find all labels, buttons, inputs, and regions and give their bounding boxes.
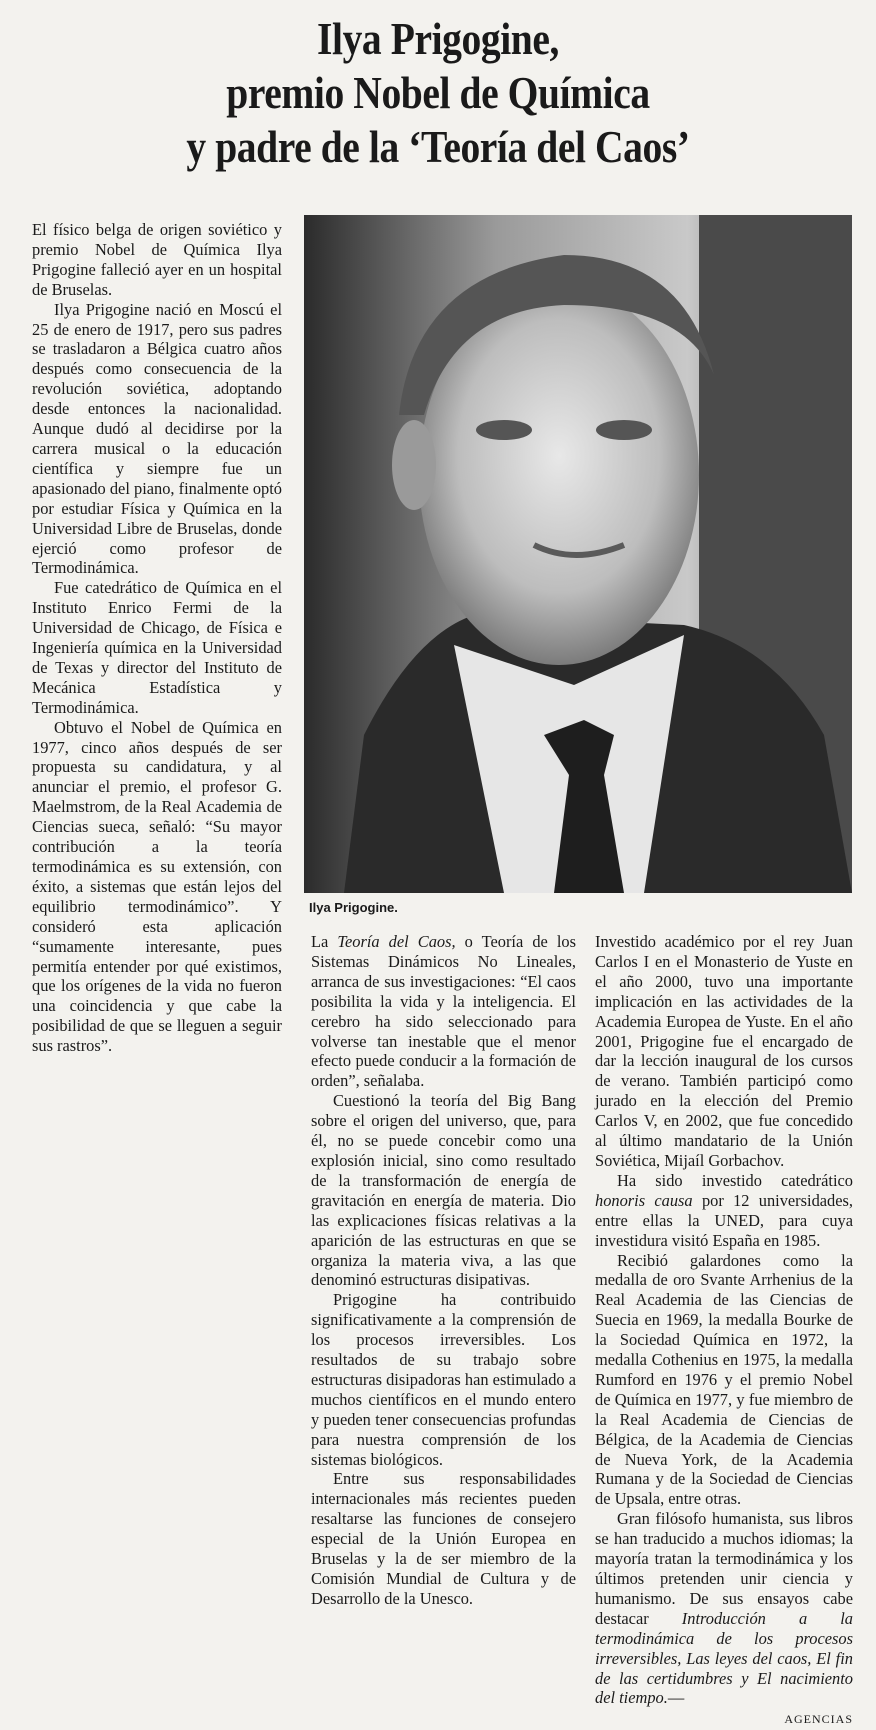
paragraph xyxy=(595,1509,853,1708)
paragraph: Prigogine ha contribuido significativamente a la comprensión de los procesos irreversibles. Los resultados de su trabajo sobre estructuras disipadoras han estimulado a muchos científicos en el mundo entero y pueden tener consecuencias profundas para nuestra comprensión de los sistemas biológicos. xyxy=(311,1290,576,1469)
paragraph: Cuestionó la teoría del Big Bang sobre el origen del universo, que, para él, no se puede concebir como una explosión inicial, sino como resultado de la transformación de energía de gravitación en energía de materia. Dio las explicaciones físicas relativas a la aparición de las estructuras en que se organiza la materia viva, a las que denominó estructuras disipativas. xyxy=(311,1091,576,1290)
article-column-1-top xyxy=(32,220,282,1056)
emphasis: Teoría del Caos, xyxy=(337,932,456,951)
paragraph: Fue catedrático de Química en el Instituto Enrico Fermi de la Universidad de Chicago, de Física e Ingeniería química en la Universidad de Texas y director del Instituto de Mecánica Estadística y Termodinámica. xyxy=(32,578,282,717)
byline-signature: AGENCIAS xyxy=(784,1712,853,1727)
text: o Teoría de los Sistemas Dinámicos No Lineales, arranca de sus investigaciones: “El caos posibilita la vida y la inteligencia. El cerebro ha sido seleccionado para volverse tan inestable que el menor efecto puede conducir a la formación de orden”, señalaba. xyxy=(311,932,576,1091)
text: — xyxy=(667,1688,685,1708)
text: Gran filósofo humanista, sus libros se han traducido a muchos idiomas; la mayoría tratan la termodinámica y los últimos pretenden unir ciencia y humanismo. De sus ensayos cabe destacar xyxy=(595,1509,853,1628)
text: La xyxy=(311,932,338,951)
paragraph: Entre sus responsabilidades internacionales más recientes pueden resaltarse las funciones de consejero especial de la Unión Europea en Bruselas y la de ser miembro de la Comisión Mundial de Cultura y de Desarrollo de la Unesco. xyxy=(311,1469,576,1608)
portrait-photo xyxy=(304,215,852,893)
paragraph xyxy=(311,932,576,1091)
paragraph: Investido académico por el rey Juan Carlos I en el Monasterio de Yuste en el año 2000, tuvo una importante implicación en las actividades de la Academia Europea de Yuste. En el año 2001, Prigogine fue el encargado de dar la lección inaugural de los cursos de verano. También participó como jurado en la elección del Premio Carlos V, en 2002, que fue concedido al último mandatario de la Unión Soviética, Mijaíl Gorbachov. xyxy=(595,932,853,1170)
paragraph: Obtuvo el Nobel de Química en 1977, cinco años después de ser propuesta su candidatura, y al anunciar el premio, el profesor G. Maelmstrom, de la Real Academia de Ciencias sueca, señaló: “Su mayor contribución a la teoría termodinámica es su extensión, con éxito, a sistemas que están lejos del equilibrio termodinámico”. Y consideró esta aplicación “sumamente interesante, pues permitía entender por qué existimos, que los orígenes de la vida no fueron una coincidencia y que cabe la posibilidad de que se lleguen a seguir sus rastros”. xyxy=(32,717,282,1056)
paragraph: Recibió galardones como la medalla de oro Svante Arrhenius de la Real Academia de las Ciencias de Suecia en 1969, la medalla Bourke de la Sociedad Química en 1972, la medalla Cothenius en 1975, la medalla Rumford en 1976 y el premio Nobel de Química en 1977, y fue miembro de la Real Academia de Ciencias de Bélgica, de la Academia de Ciencias de Nueva York, de la Academia Rumana y de la Sociedad de Ciencias de Upsala, entre otras. xyxy=(595,1250,853,1509)
paragraph: El físico belga de origen soviético y premio Nobel de Química Ilya Prigogine falleció ayer en un hospital de Bruselas. xyxy=(32,220,282,299)
article-column-2 xyxy=(311,932,576,1609)
text: Ha sido investido catedrático xyxy=(617,1170,853,1190)
emphasis: honoris causa xyxy=(595,1190,693,1210)
emphasis: Introducción a la termodinámica de los procesos irreversibles, Las leyes del caos, El fin de las certidumbres y El nacimiento del tiempo. xyxy=(595,1608,853,1708)
portrait-illustration xyxy=(304,215,852,893)
headline-line-3: y padre de la ‘Teoría del Caos’ xyxy=(186,121,690,172)
photo-caption: Ilya Prigogine. xyxy=(309,900,398,915)
paragraph xyxy=(595,1171,853,1251)
headline xyxy=(0,12,876,174)
paragraph: Ilya Prigogine nació en Moscú el 25 de enero de 1917, pero sus padres se trasladaron a Bélgica cuatro años después como consecuencia de la revolución soviética, adoptando desde entonces la nacionalidad. Aunque dudó al decidirse por la carrera musical o la educación científica y siempre fue un apasionado del piano, finalmente optó por estudiar Física y Química en la Universidad Libre de Bruselas, donde ejerció como profesor de Termodinámica. xyxy=(32,299,282,578)
article-column-3 xyxy=(595,932,853,1730)
text: por 12 universidades, entre ellas la UNED, para cuya investidura visitó España en 1985. xyxy=(595,1190,853,1250)
headline-line-2: premio Nobel de Química xyxy=(226,67,650,118)
headline-line-1: Ilya Prigogine, xyxy=(317,13,559,64)
